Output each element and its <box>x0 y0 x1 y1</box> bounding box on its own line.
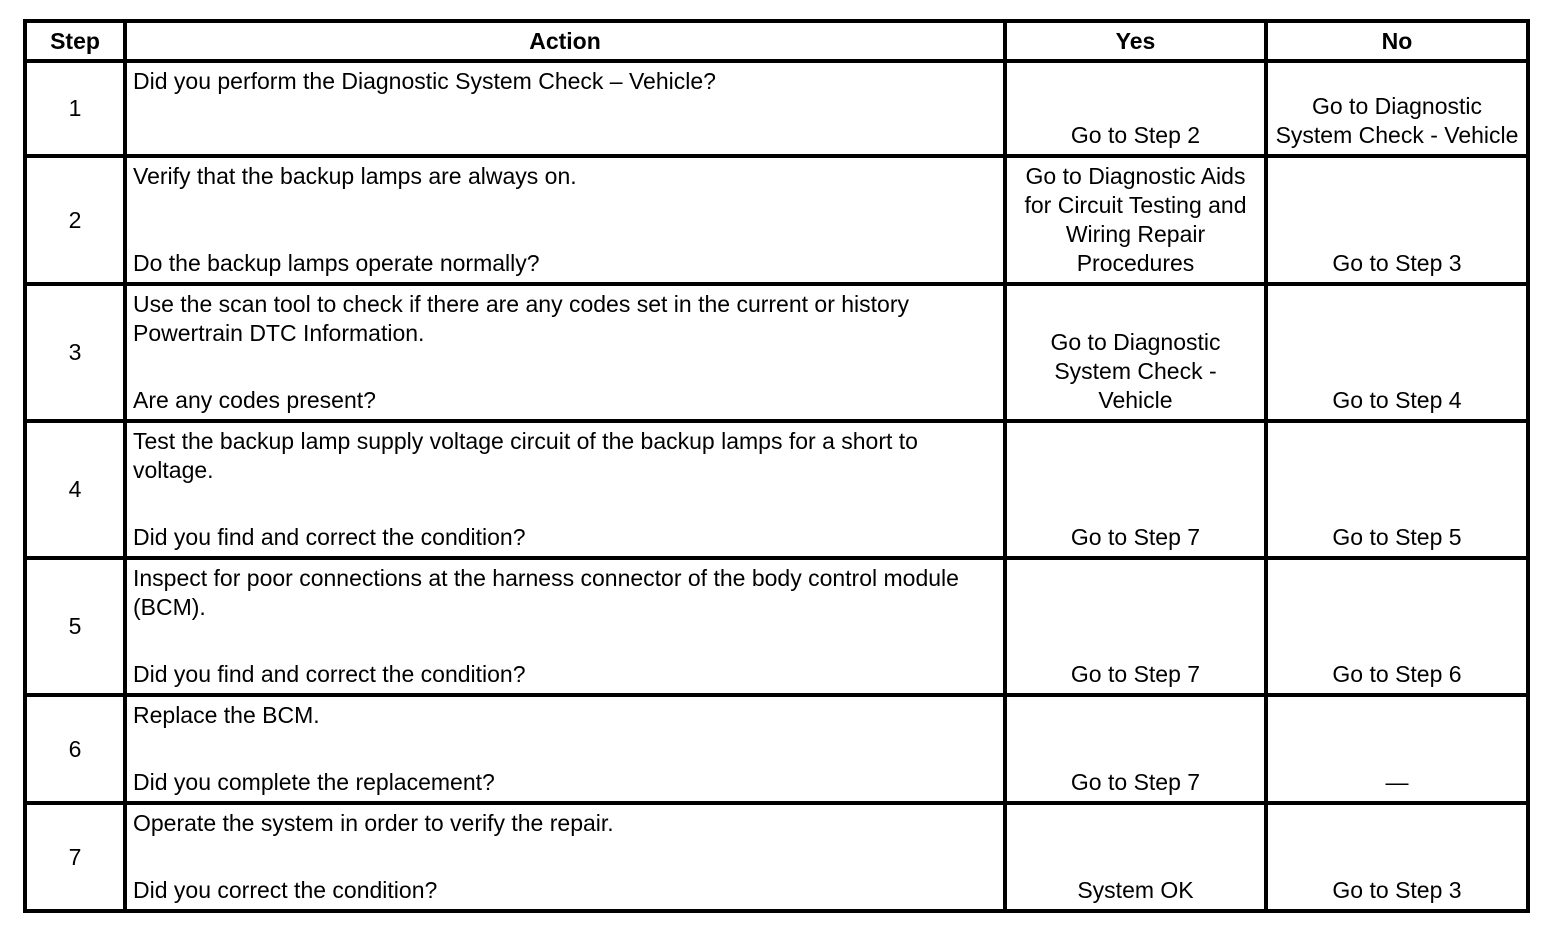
yes-cell <box>1005 421 1266 558</box>
header-action: Action <box>125 21 1005 61</box>
step-number: 7 <box>25 803 125 911</box>
yes-cell <box>1005 803 1266 911</box>
no-cell <box>1266 156 1528 284</box>
action-instruction: Use the scan tool to check if there are any codes set in the current or history Powertrain DTC Information. <box>133 291 910 346</box>
yes-result: Go to Diagnostic Aids for Circuit Testing and Wiring Repair Procedures <box>1024 163 1247 276</box>
yes-cell <box>1005 61 1266 156</box>
action-cell <box>125 421 1005 558</box>
yes-result: System OK <box>1077 877 1194 903</box>
no-result: Go to Step 6 <box>1332 661 1462 687</box>
yes-result: Go to Diagnostic System Check - Vehicle <box>1050 329 1221 413</box>
table-row <box>25 61 1528 156</box>
no-cell <box>1266 803 1528 911</box>
action-question: Did you correct the condition? <box>133 877 438 903</box>
header-row <box>25 21 1528 61</box>
action-question: Did you find and correct the condition? <box>133 661 526 687</box>
no-cell <box>1266 284 1528 421</box>
yes-result: Go to Step 7 <box>1070 769 1201 795</box>
action-instruction: Verify that the backup lamps are always on. <box>133 163 577 189</box>
action-cell <box>125 61 1005 156</box>
yes-cell <box>1005 284 1266 421</box>
yes-result: Go to Step 7 <box>1070 524 1201 550</box>
no-cell <box>1266 558 1528 695</box>
no-result: Go to Step 3 <box>1332 250 1462 276</box>
step-number: 5 <box>25 558 125 695</box>
table-row <box>25 156 1528 284</box>
step-number: 2 <box>25 156 125 284</box>
yes-result: Go to Step 2 <box>1070 122 1201 148</box>
header-step: Step <box>25 21 125 61</box>
no-result: Go to Step 5 <box>1332 524 1462 550</box>
table-row <box>25 558 1528 695</box>
diagnostic-table <box>23 19 1530 913</box>
action-instruction: Replace the BCM. <box>133 702 320 728</box>
action-cell <box>125 156 1005 284</box>
table-row <box>25 695 1528 803</box>
table-row <box>25 284 1528 421</box>
action-cell <box>125 803 1005 911</box>
action-question: Are any codes present? <box>133 387 376 413</box>
yes-result: Go to Step 7 <box>1070 661 1201 687</box>
yes-cell <box>1005 558 1266 695</box>
step-number: 3 <box>25 284 125 421</box>
action-cell <box>125 284 1005 421</box>
action-question: Did you complete the replacement? <box>133 769 495 795</box>
action-instruction: Test the backup lamp supply voltage circuit of the backup lamps for a short to voltage. <box>133 428 918 483</box>
action-cell <box>125 558 1005 695</box>
action-instruction: Inspect for poor connections at the harness connector of the body control module (BCM). <box>133 565 959 620</box>
yes-cell <box>1005 156 1266 284</box>
header-no: No <box>1266 21 1528 61</box>
table-row <box>25 803 1528 911</box>
no-result: — <box>1385 769 1409 795</box>
action-cell <box>125 695 1005 803</box>
header-yes: Yes <box>1005 21 1266 61</box>
action-instruction: Operate the system in order to verify the repair. <box>133 810 614 836</box>
no-result: Go to Step 3 <box>1332 877 1462 903</box>
step-number: 4 <box>25 421 125 558</box>
step-number: 6 <box>25 695 125 803</box>
step-number: 1 <box>25 61 125 156</box>
action-instruction: Did you perform the Diagnostic System Check – Vehicle? <box>133 68 716 94</box>
no-cell <box>1266 695 1528 803</box>
no-cell <box>1266 61 1528 156</box>
action-question: Do the backup lamps operate normally? <box>133 250 540 276</box>
no-result: Go to Diagnostic System Check - Vehicle <box>1275 93 1519 148</box>
no-cell <box>1266 421 1528 558</box>
no-result: Go to Step 4 <box>1332 387 1462 413</box>
action-question: Did you find and correct the condition? <box>133 524 526 550</box>
yes-cell <box>1005 695 1266 803</box>
table-row <box>25 421 1528 558</box>
